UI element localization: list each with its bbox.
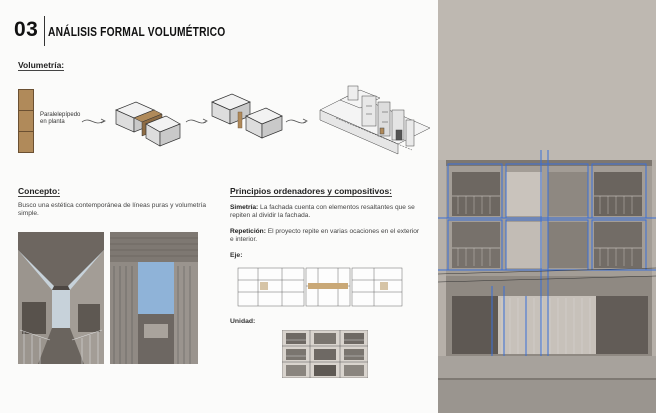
repeticion-text: Repetición: El proyecto repite en varias ocaciones en el exterior e interior. <box>230 228 420 244</box>
isometric-volume-1 <box>116 102 180 146</box>
concept-photo-courtyard <box>110 232 198 364</box>
principios-heading: Principios ordenadores y compositivos: <box>230 186 393 196</box>
volumetric-sequence-diagram <box>80 80 438 162</box>
isometric-volume-2 <box>212 94 282 138</box>
concept-photo-walkway <box>18 232 104 364</box>
concepto-heading: Concepto: <box>18 186 61 196</box>
facade-photo-with-grid <box>438 0 656 413</box>
arrow-icon <box>186 120 206 123</box>
section-number: 03 <box>14 18 39 41</box>
volumetria-heading: Volumetría: <box>18 60 65 70</box>
page-title: ANÁLISIS FORMAL VOLUMÉTRICO <box>48 25 226 39</box>
simetria-text: Simetría: La fachada cuenta con elementos resaltantes que se repiten al dividir la fachada. <box>230 204 415 220</box>
arrow-icon <box>82 120 104 123</box>
volume-block-diagram <box>18 89 34 153</box>
arrow-icon <box>286 120 306 123</box>
concepto-text: Busco una estética contemporánea de líneas puras y volumetría simple. <box>18 202 207 218</box>
unidad-label: Unidad: <box>230 318 256 325</box>
eje-label: Eje: <box>230 252 243 259</box>
title-divider <box>44 16 45 46</box>
unidad-facade-drawing <box>282 330 368 378</box>
volume-block-label: Paralelepípedo en planta <box>40 112 81 125</box>
axonometric-building <box>320 86 430 154</box>
eje-plan-drawings <box>234 264 424 310</box>
